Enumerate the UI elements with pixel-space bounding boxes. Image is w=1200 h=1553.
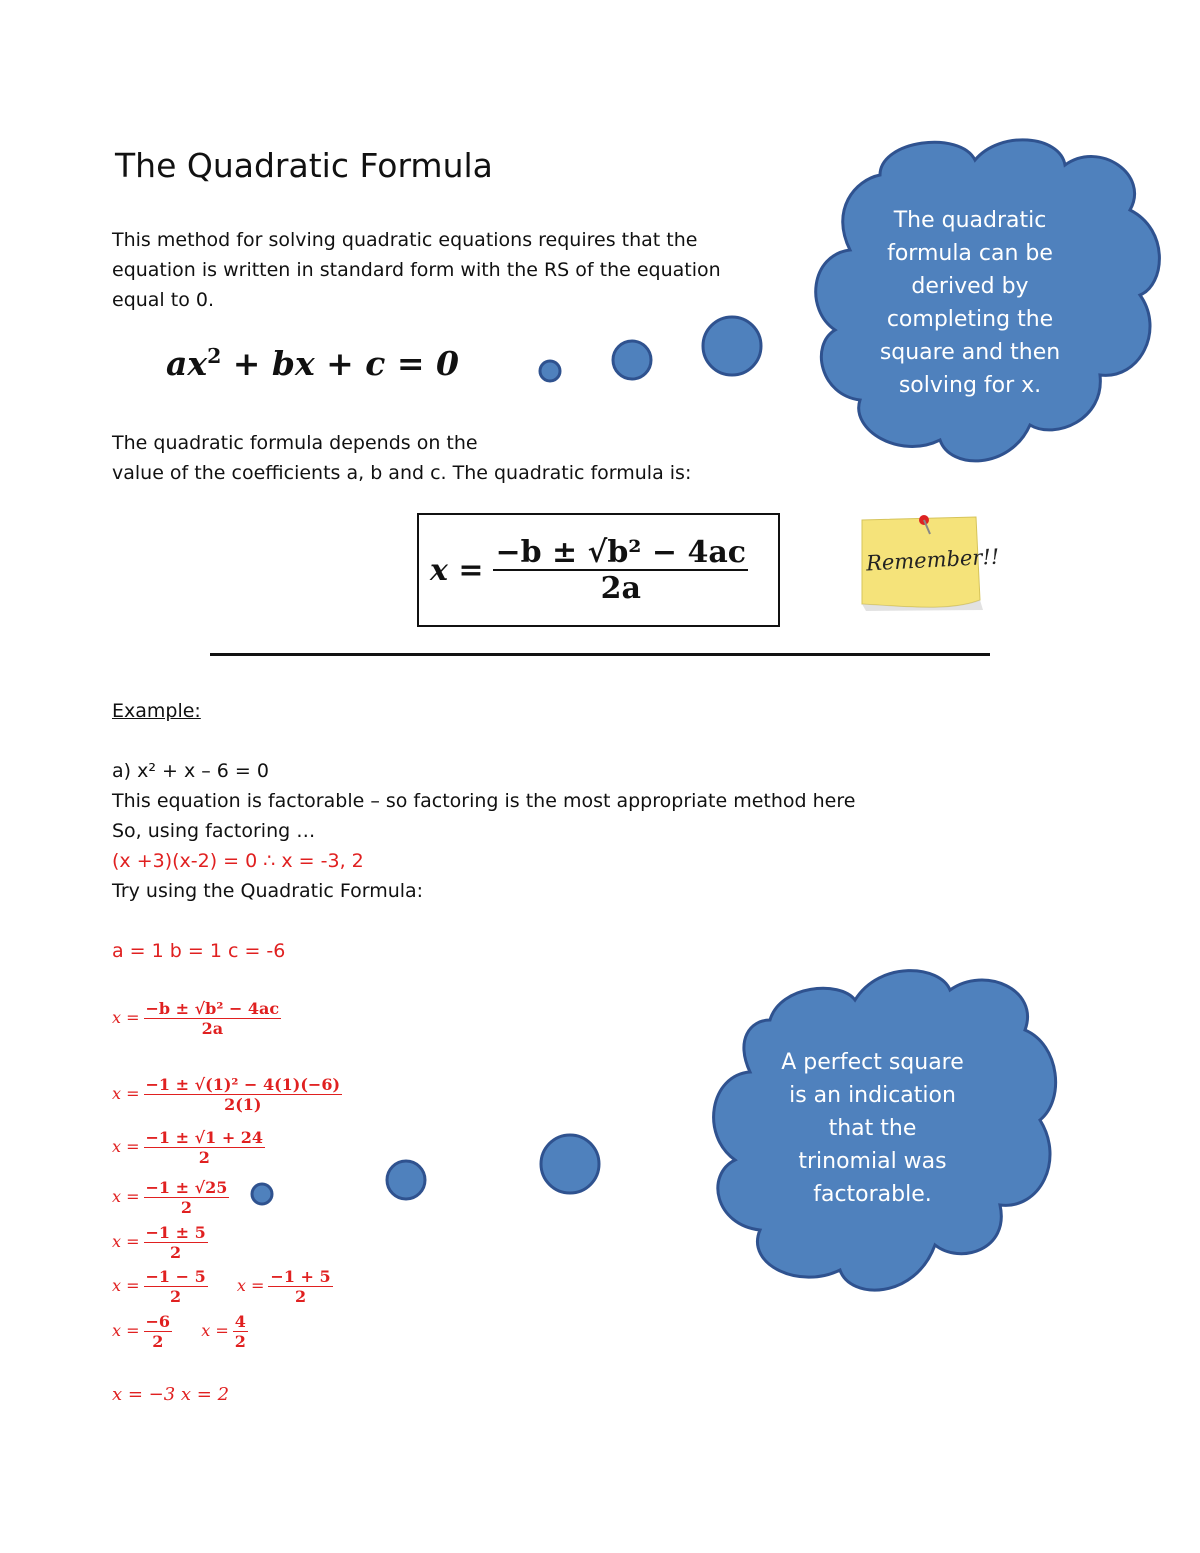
sticky-note-text: Remember!! — [865, 544, 1000, 576]
step-4 — [112, 1179, 229, 1216]
step-numerator: −1 ± √25 — [145, 1178, 228, 1197]
cloud-line: derived by — [911, 274, 1029, 299]
cloud-line: The quadratic — [893, 208, 1047, 233]
step-denominator: 2 — [170, 1286, 182, 1306]
step-denominator: 2 — [180, 1197, 193, 1217]
step-2 — [112, 1076, 342, 1113]
formula-denominator: 2a — [600, 570, 641, 606]
depends-line: The quadratic formula depends on the — [112, 432, 478, 454]
cloud-top-text — [850, 204, 1090, 402]
step-lhs: x = — [201, 1321, 229, 1341]
cloud-line: square and then — [879, 340, 1061, 365]
step-lhs: x = — [112, 1321, 140, 1341]
step-numerator: −1 ± √1 + 24 — [145, 1128, 264, 1147]
cloud-line: completing the — [886, 307, 1054, 332]
step-lhs: x = — [112, 1232, 140, 1252]
step-lhs: x = — [112, 1008, 140, 1028]
step-denominator: 2 — [234, 1331, 246, 1351]
cloud-line: factorable. — [813, 1182, 932, 1207]
formula-lhs: x = — [430, 552, 484, 588]
intro-line: equation is written in standard form with the RS of the equation — [112, 259, 721, 281]
factored-result: (x +3)(x-2) = 0 ∴ x = -3, 2 — [112, 850, 364, 872]
std-eq-exponent: 2 — [207, 344, 222, 368]
step-lhs: x = — [112, 1084, 140, 1104]
depends-line: value of the coefficients a, b and c. The quadratic formula is: — [112, 462, 692, 484]
page-title: The Quadratic Formula — [115, 146, 493, 185]
example-line: This equation is factorable – so factoring is the most appropriate method here — [112, 790, 856, 812]
step-denominator: 2(1) — [224, 1094, 262, 1114]
step-numerator: 4 — [234, 1312, 246, 1331]
bubble-medium-2 — [387, 1161, 425, 1199]
intro-paragraph — [112, 225, 792, 315]
bubble-large — [703, 317, 761, 375]
cloud-line: solving for x. — [898, 373, 1042, 398]
cloud-line: formula can be — [887, 241, 1053, 266]
example-part-a: a) x² + x – 6 = 0 — [112, 760, 269, 782]
example-heading: Example: — [112, 700, 201, 722]
step-6 — [112, 1268, 333, 1305]
example-section — [112, 696, 855, 966]
step-numerator: −1 − 5 — [145, 1267, 206, 1286]
bubble-small — [540, 361, 560, 381]
step-lhs: x = — [112, 1137, 140, 1157]
std-eq-part: + bx + c = 0 — [221, 344, 459, 383]
step-lhs: x = — [236, 1276, 265, 1296]
example-line: Try using the Quadratic Formula: — [112, 880, 424, 902]
cloud-line: is an indication — [789, 1083, 956, 1108]
coefficients-line: a = 1 b = 1 c = -6 — [112, 940, 286, 962]
formula-fraction — [493, 536, 748, 605]
step-1 — [112, 1000, 281, 1037]
intro-line: This method for solving quadratic equations requires that the — [112, 229, 698, 251]
step-denominator: 2 — [170, 1242, 182, 1262]
standard-form-equation — [166, 344, 459, 383]
step-numerator: −6 — [145, 1312, 171, 1331]
step-numerator: −b ± √b² − 4ac — [145, 999, 280, 1018]
step-3 — [112, 1129, 265, 1166]
step-denominator: 2 — [152, 1331, 164, 1351]
divider-rule — [210, 653, 990, 656]
step-denominator: 2a — [201, 1018, 224, 1038]
intro-line: equal to 0. — [112, 289, 214, 311]
bubble-large-2 — [541, 1135, 599, 1193]
formula-numerator: −b ± √b² − 4ac — [495, 534, 747, 570]
std-eq-part: ax — [166, 344, 208, 383]
final-answer: x = −3 x = 2 — [112, 1384, 230, 1405]
step-lhs: x = — [112, 1187, 140, 1207]
cloud-line: trinomial was — [798, 1149, 947, 1174]
step-denominator: 2 — [198, 1147, 210, 1167]
step-7 — [112, 1313, 248, 1350]
depends-paragraph — [112, 428, 691, 488]
step-lhs: x = — [112, 1276, 140, 1296]
step-numerator: −1 ± 5 — [145, 1223, 206, 1242]
bubble-medium — [613, 341, 651, 379]
cloud-bottom-text — [755, 1046, 990, 1211]
cloud-line: A perfect square — [781, 1050, 964, 1075]
step-numerator: −1 + 5 — [270, 1267, 331, 1286]
cloud-line: that the — [828, 1116, 917, 1141]
step-numerator: −1 ± √(1)² − 4(1)(−6) — [145, 1075, 341, 1094]
step-5 — [112, 1224, 208, 1261]
example-line: So, using factoring … — [112, 820, 316, 842]
quadratic-formula — [430, 522, 748, 618]
step-denominator: 2 — [294, 1286, 307, 1306]
bubble-small-2 — [252, 1184, 272, 1204]
